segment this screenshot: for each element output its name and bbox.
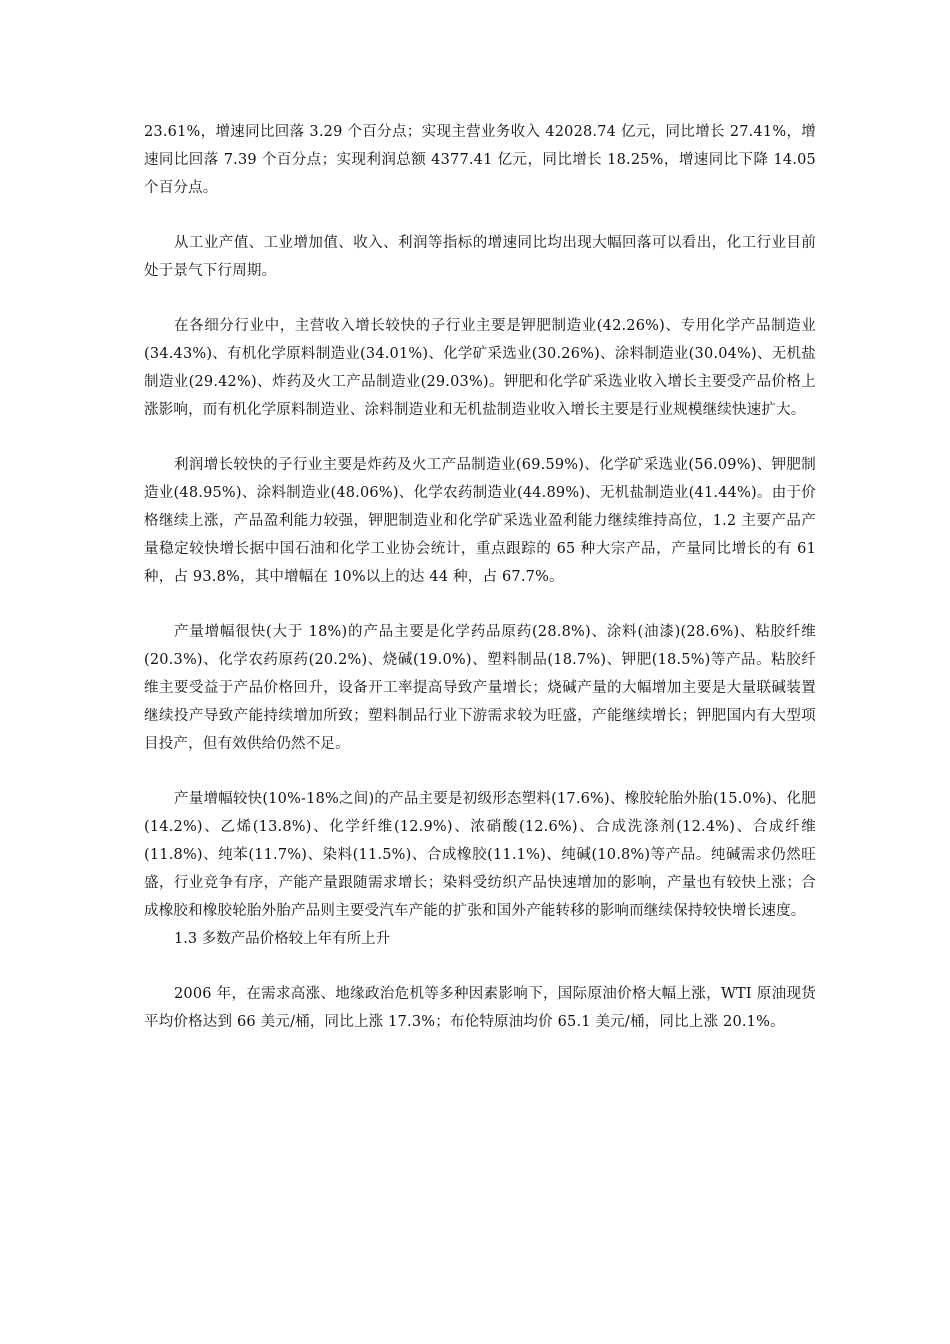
paragraph-moderate-output-growth: 产量增幅较快(10%-18%之间)的产品主要是初级形态塑料(17.6%)、橡胶轮胎外胎(15.0%)、化肥(14.2%)、乙烯(13.8%)、化学纤维(12.9%)、浓硝酸(12.6%)、合成洗涤剂(12.4%)、合成纤维(11.8%)、纯苯(11.7%)、染料(11.5%)、合成橡胶(11.1%)、纯碱(10.8%)等产品。纯碱需求仍然旺盛，行业竞争有序，产能产量跟随需求增长；染料受纺织产品快速增加的影响，产量也有较快上涨；合成橡胶和橡胶轮胎外胎产品则主要受汽车产能的扩张和国外产能转移的影响而继续保持较快增长速度。 xyxy=(144,791,816,919)
section-heading: 1.3 多数产品价格较上年有所上升 xyxy=(174,931,391,947)
paragraph-fast-output-growth: 产量增幅很快(大于 18%)的产品主要是化学药品原药(28.8%)、涂料(油漆)(28.6%)、粘胶纤维(20.3%)、化学农药原药(20.2%)、烧碱(19.0%)、塑料制品(18.7%)、钾肥(18.5%)等产品。粘胶纤维主要受益于产品价格回升，设备开工率提高导致产量增长；烧碱产量的大幅增加主要是大量联碱装置继续投产导致产能持续增加所致；塑料制品行业下游需求较为旺盛，产能继续增长；钾肥国内有大型项目投产，但有效供给仍然不足。 xyxy=(144,624,816,752)
paragraph-profit-subsectors: 利润增长较快的子行业主要是炸药及火工产品制造业(69.59%)、化学矿采选业(56.09%)、钾肥制造业(48.95%)、涂料制造业(48.06%)、化学农药制造业(44.89%)、无机盐制造业(41.44%)。由于价格继续上涨，产品盈利能力较强，钾肥制造业和化学矿采选业盈利能力继续维持高位，1.2 主要产品产量稳定较快增长据中国石油和化学工业协会统计，重点跟踪的 65 种大宗产品，产量同比增长的有 61 种，占 93.8%，其中增幅在 10%以上的达 44 种，占 67.7%。 xyxy=(144,457,816,585)
paragraph-revenue-subsectors: 在各细分行业中，主营收入增长较快的子行业主要是钾肥制造业(42.26%)、专用化学产品制造业(34.43%)、有机化学原料制造业(34.01%)、化学矿采选业(30.26%)、涂料制造业(30.04%)、无机盐制造业(29.42%)、炸药及火工产品制造业(29.03%)。钾肥和化学矿采选业收入增长主要受产品价格上涨影响，而有机化学原料制造业、涂料制造业和无机盐制造业收入增长主要是行业规模继续快速扩大。 xyxy=(144,318,816,418)
paragraph-oil-prices: 2006 年，在需求高涨、地缘政治危机等多种因素影响下，国际原油价格大幅上涨，WTI 原油现货平均价格达到 66 美元/桶，同比上涨 17.3%；布伦特原油均价 65.1 美元/桶，同比上涨 20.1%。 xyxy=(144,986,816,1030)
paragraph-industry-summary: 23.61%，增速同比回落 3.29 个百分点；实现主营业务收入 42028.74 亿元，同比增长 27.41%，增速同比回落 7.39 个百分点；实现利润总额 4377.41 亿元，同比增长 18.25%，增速同比下降 14.05 个百分点。 xyxy=(144,124,816,196)
paragraph-downturn-conclusion: 从工业产值、工业增加值、收入、利润等指标的增速同比均出现大幅回落可以看出，化工行业目前处于景气下行周期。 xyxy=(144,235,816,279)
document-page xyxy=(144,118,816,1036)
